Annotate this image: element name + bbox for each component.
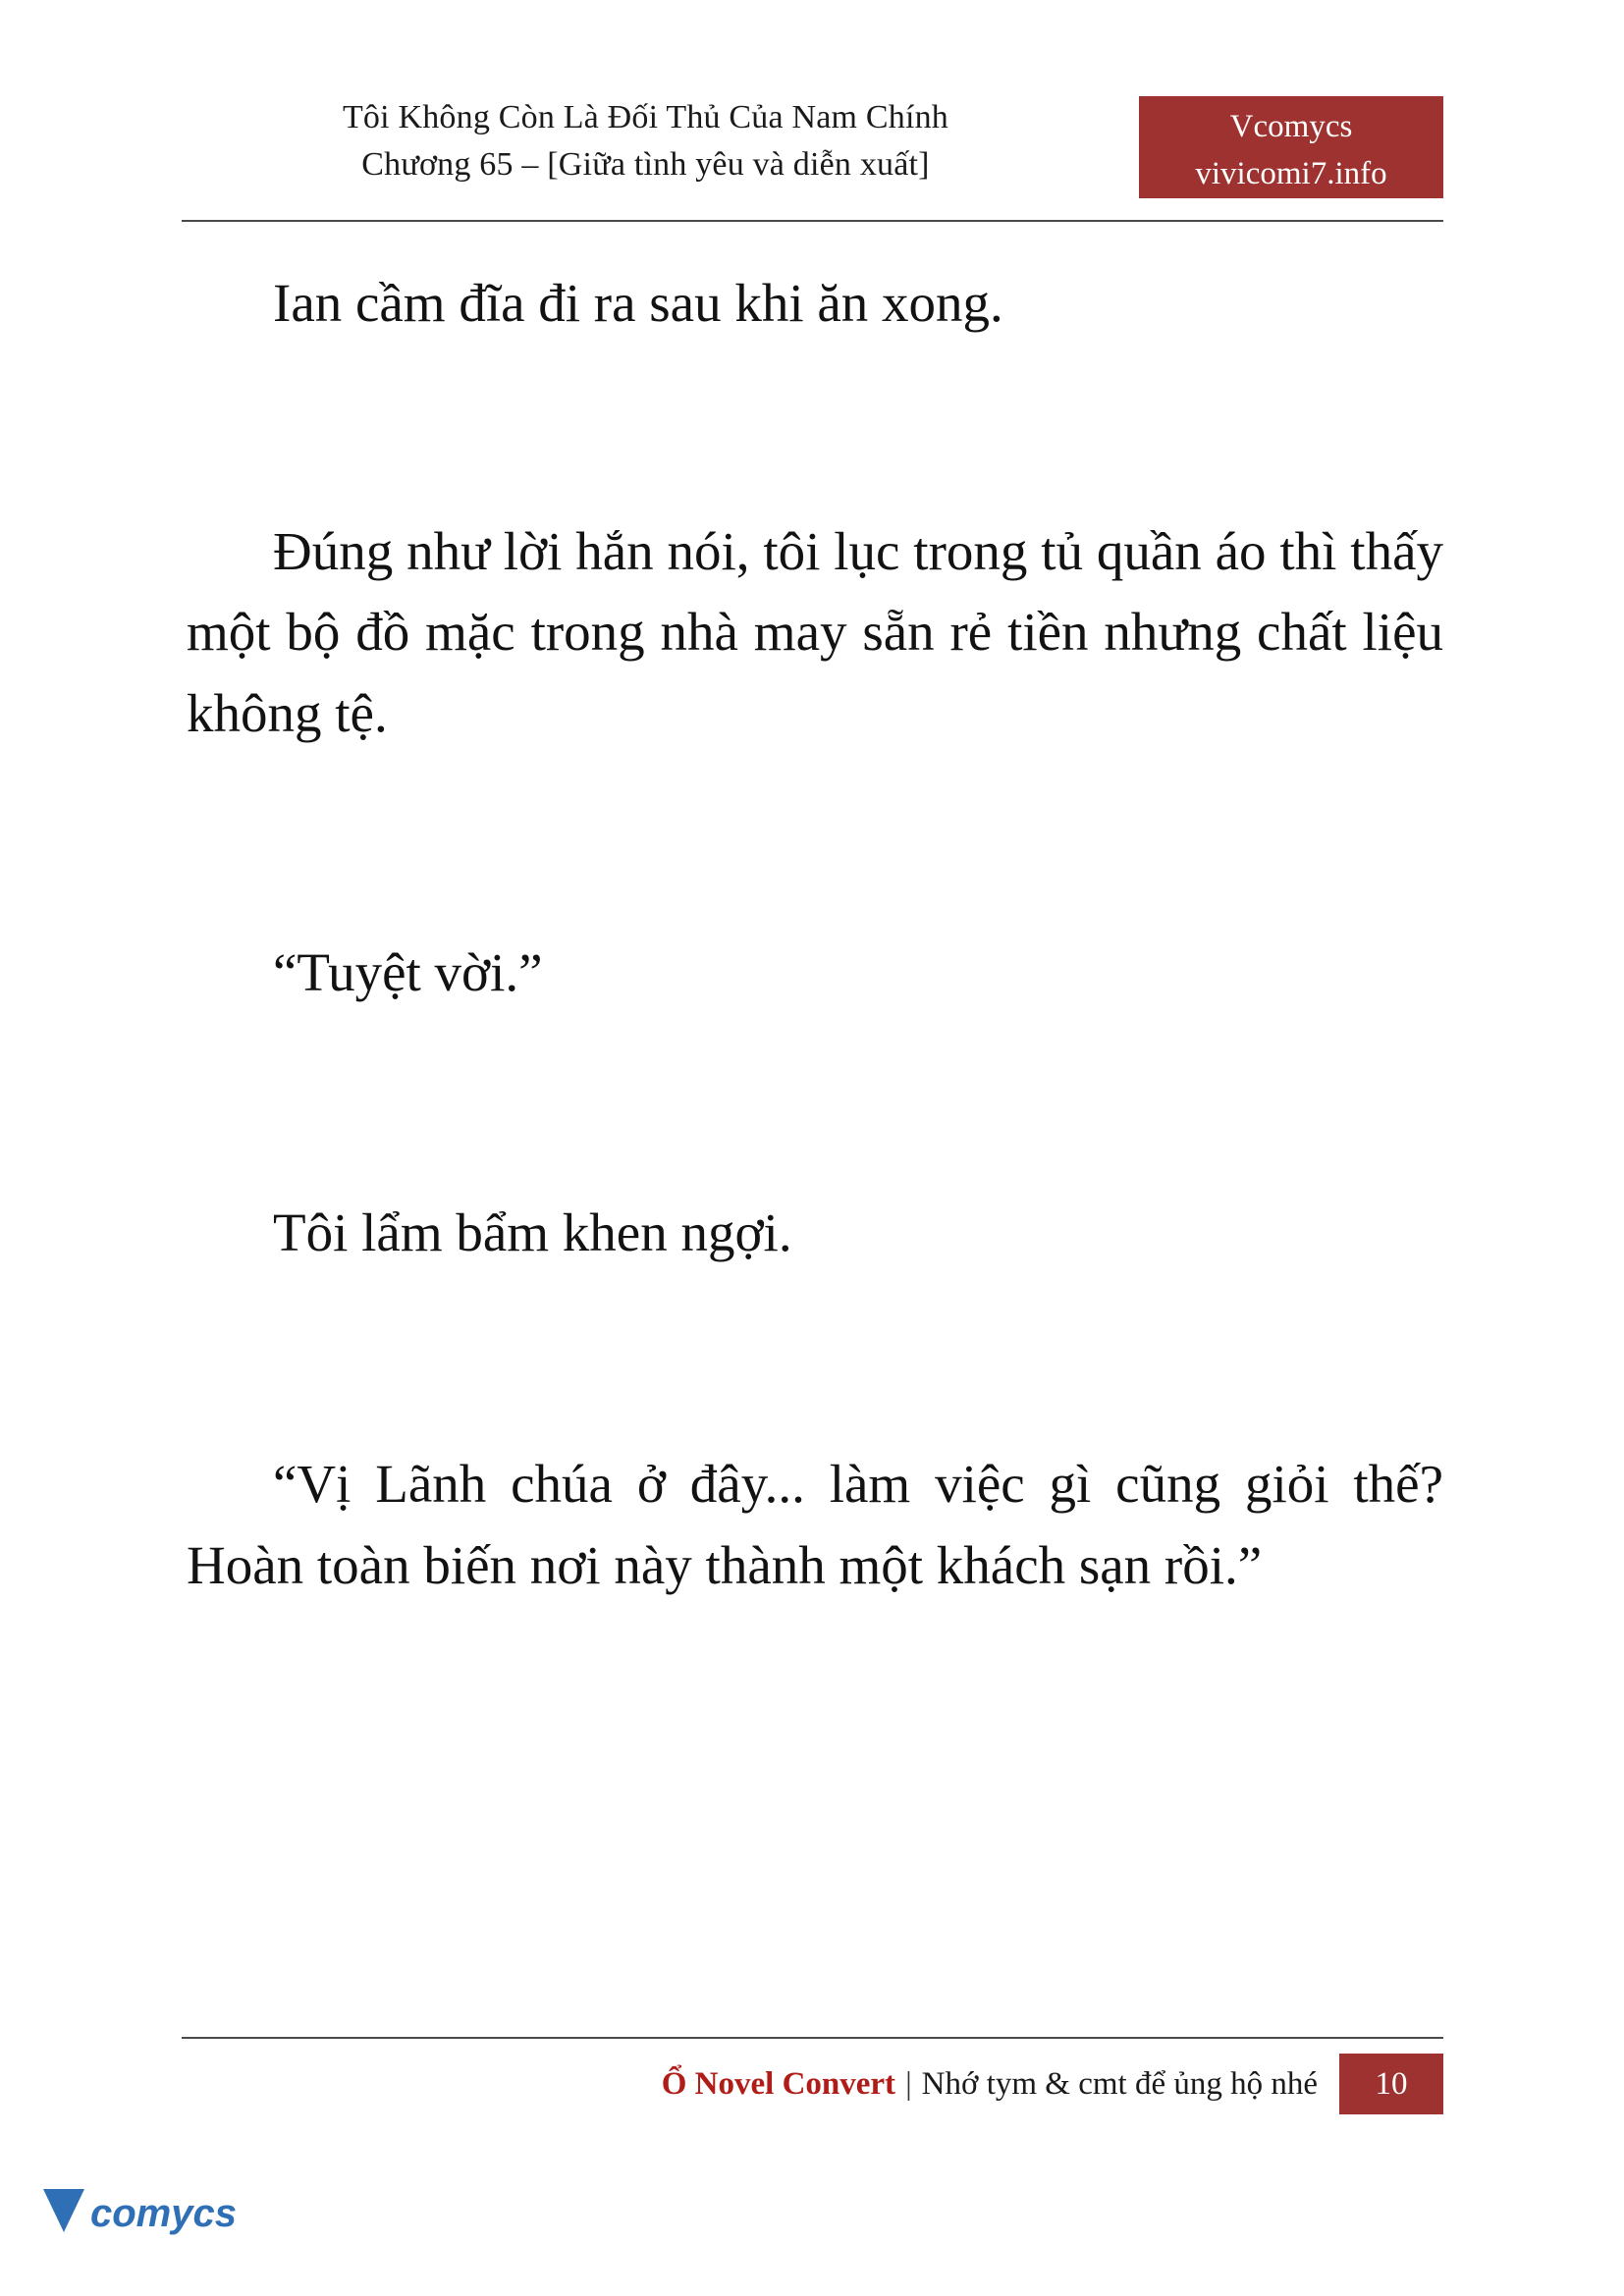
footer-divider [182,2037,1443,2039]
page-number-badge: 10 [1339,2054,1443,2114]
paragraph-spacer [187,1350,1443,1444]
page-header [182,94,1443,212]
site-badge-name: Vcomycs [1229,109,1353,144]
page-content [187,263,1443,1682]
page-footer [182,2054,1443,2114]
footer-content [662,2054,1443,2114]
header-title [182,94,1110,189]
svg-text:comycs: comycs [90,2192,237,2235]
paragraph: Đúng như lời hắn nói, tôi lục trong tủ quần áo thì thấy một bộ đồ mặc trong nhà may sẵn rẻ tiền nhưng chất liệu không tệ. [187,520,1443,743]
header-title-line1: Tôi Không Còn Là Đối Thủ Của Nam Chính [342,99,949,135]
paragraph: “Tuyệt vời.” [273,942,543,1002]
site-badge-url: vivicomi7.info [1195,155,1387,191]
paragraph: “Vị Lãnh chúa ở đây... làm việc gì cũng giỏi thế? Hoàn toàn biến nơi này thành một khách sạn rồi.” [187,1454,1443,1595]
vcomycs-watermark-logo [39,2181,255,2256]
paragraph-spacer [187,1091,1443,1193]
paragraph: Tôi lẩm bẩm khen ngợi. [273,1201,792,1262]
paragraph-spacer [187,830,1443,933]
paragraph: Ian cầm đĩa đi ra sau khi ăn xong. [273,273,1003,333]
paragraph-spacer [187,421,1443,511]
site-badge[interactable] [1139,96,1443,198]
footer-brand: Ổ Novel Convert [661,2065,896,2102]
footer-note: Nhớ tym & cmt để ủng hộ nhé [921,2065,1318,2102]
header-chapter-line: Chương 65 – [Giữa tình yêu và diễn xuất] [361,146,930,184]
footer-separator: | [905,2065,912,2102]
header-divider [182,220,1443,222]
